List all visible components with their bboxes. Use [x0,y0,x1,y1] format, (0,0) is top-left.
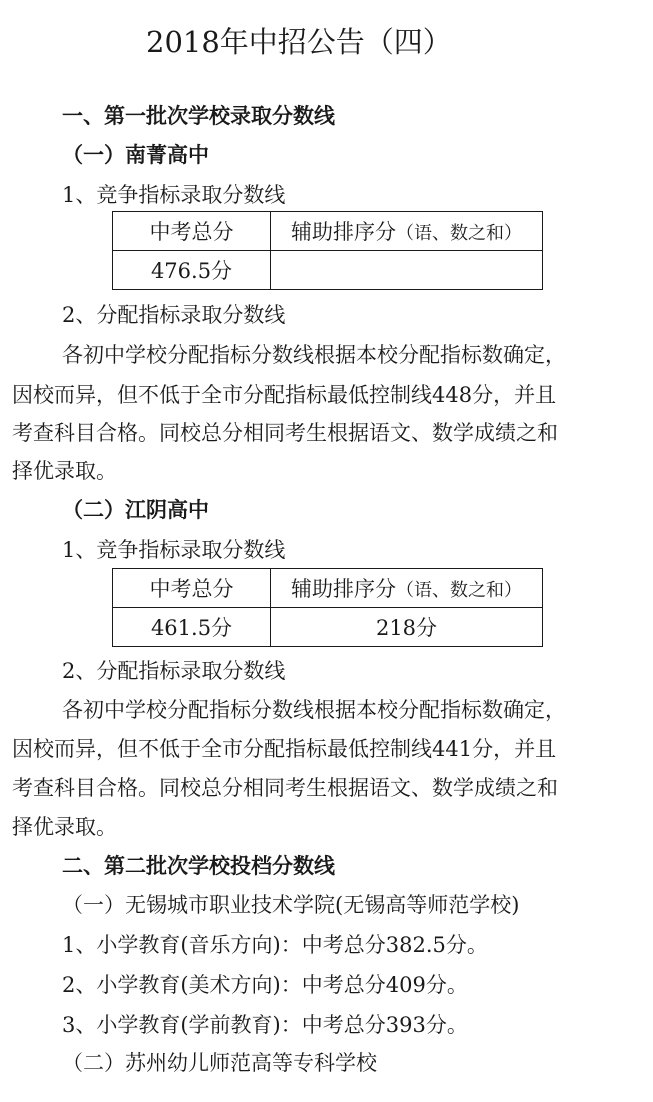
school2-para-line3: 考查科目合格。同校总分相同考生根据语文、数学成绩之和 [12,776,558,800]
header-aux-note: （语、数之和） [396,580,522,601]
header-aux-score [271,569,543,608]
value-aux-score [271,251,543,290]
school2-item1: 1、竞争指标录取分数线 [62,538,286,562]
section1-heading: 一、第一批次学校录取分数线 [62,103,335,128]
school1-heading: （一）南菁高中 [62,142,209,167]
page-title: 2018年中招公告（四） [146,25,452,59]
section2-heading: 二、第二批次学校投档分数线 [62,853,335,878]
header-aux-score [271,212,543,251]
school1-item2: 2、分配指标录取分数线 [62,303,286,327]
header-aux-note: （语、数之和） [396,223,522,244]
section2-school1-heading: （一）无锡城市职业技术学院(无锡高等师范学校) [62,893,520,917]
school1-para-line3: 考查科目合格。同校总分相同考生根据语文、数学成绩之和 [12,421,558,445]
table-header-row [113,569,543,608]
section2-item2: 2、小学教育(美术方向)：中考总分409分。 [62,973,468,997]
value-total-score: 461.5分 [113,608,271,647]
table-header-row [113,212,543,251]
school2-para-line4: 择优录取。 [12,815,117,839]
section2-item1: 1、小学教育(音乐方向)：中考总分382.5分。 [62,933,488,957]
header-total-score: 中考总分 [113,212,271,251]
school2-heading: （二）江阴高中 [62,497,209,522]
value-aux-score: 218分 [271,608,543,647]
section2-school2-heading: （二）苏州幼儿师范高等专科学校 [62,1051,377,1075]
school1-score-table [112,211,543,290]
school1-para-line4: 择优录取。 [12,459,117,483]
school1-item1: 1、竞争指标录取分数线 [62,183,286,207]
school2-para-line1: 各初中学校分配指标分数线根据本校分配指标数确定， [62,698,566,722]
header-aux-label: 辅助排序分 [291,577,396,601]
school2-item2: 2、分配指标录取分数线 [62,659,286,683]
section2-item3: 3、小学教育(学前教育)：中考总分393分。 [62,1013,468,1037]
school2-para-line2: 因校而异，但不低于全市分配指标最低控制线441分，并且 [12,737,557,761]
school2-score-table [112,568,543,647]
header-aux-label: 辅助排序分 [291,220,396,244]
table-row [113,608,543,647]
school1-para-line1: 各初中学校分配指标分数线根据本校分配指标数确定， [62,343,566,367]
table-row [113,251,543,290]
school1-para-line2: 因校而异，但不低于全市分配指标最低控制线448分，并且 [12,383,557,407]
header-total-score: 中考总分 [113,569,271,608]
value-total-score: 476.5分 [113,251,271,290]
